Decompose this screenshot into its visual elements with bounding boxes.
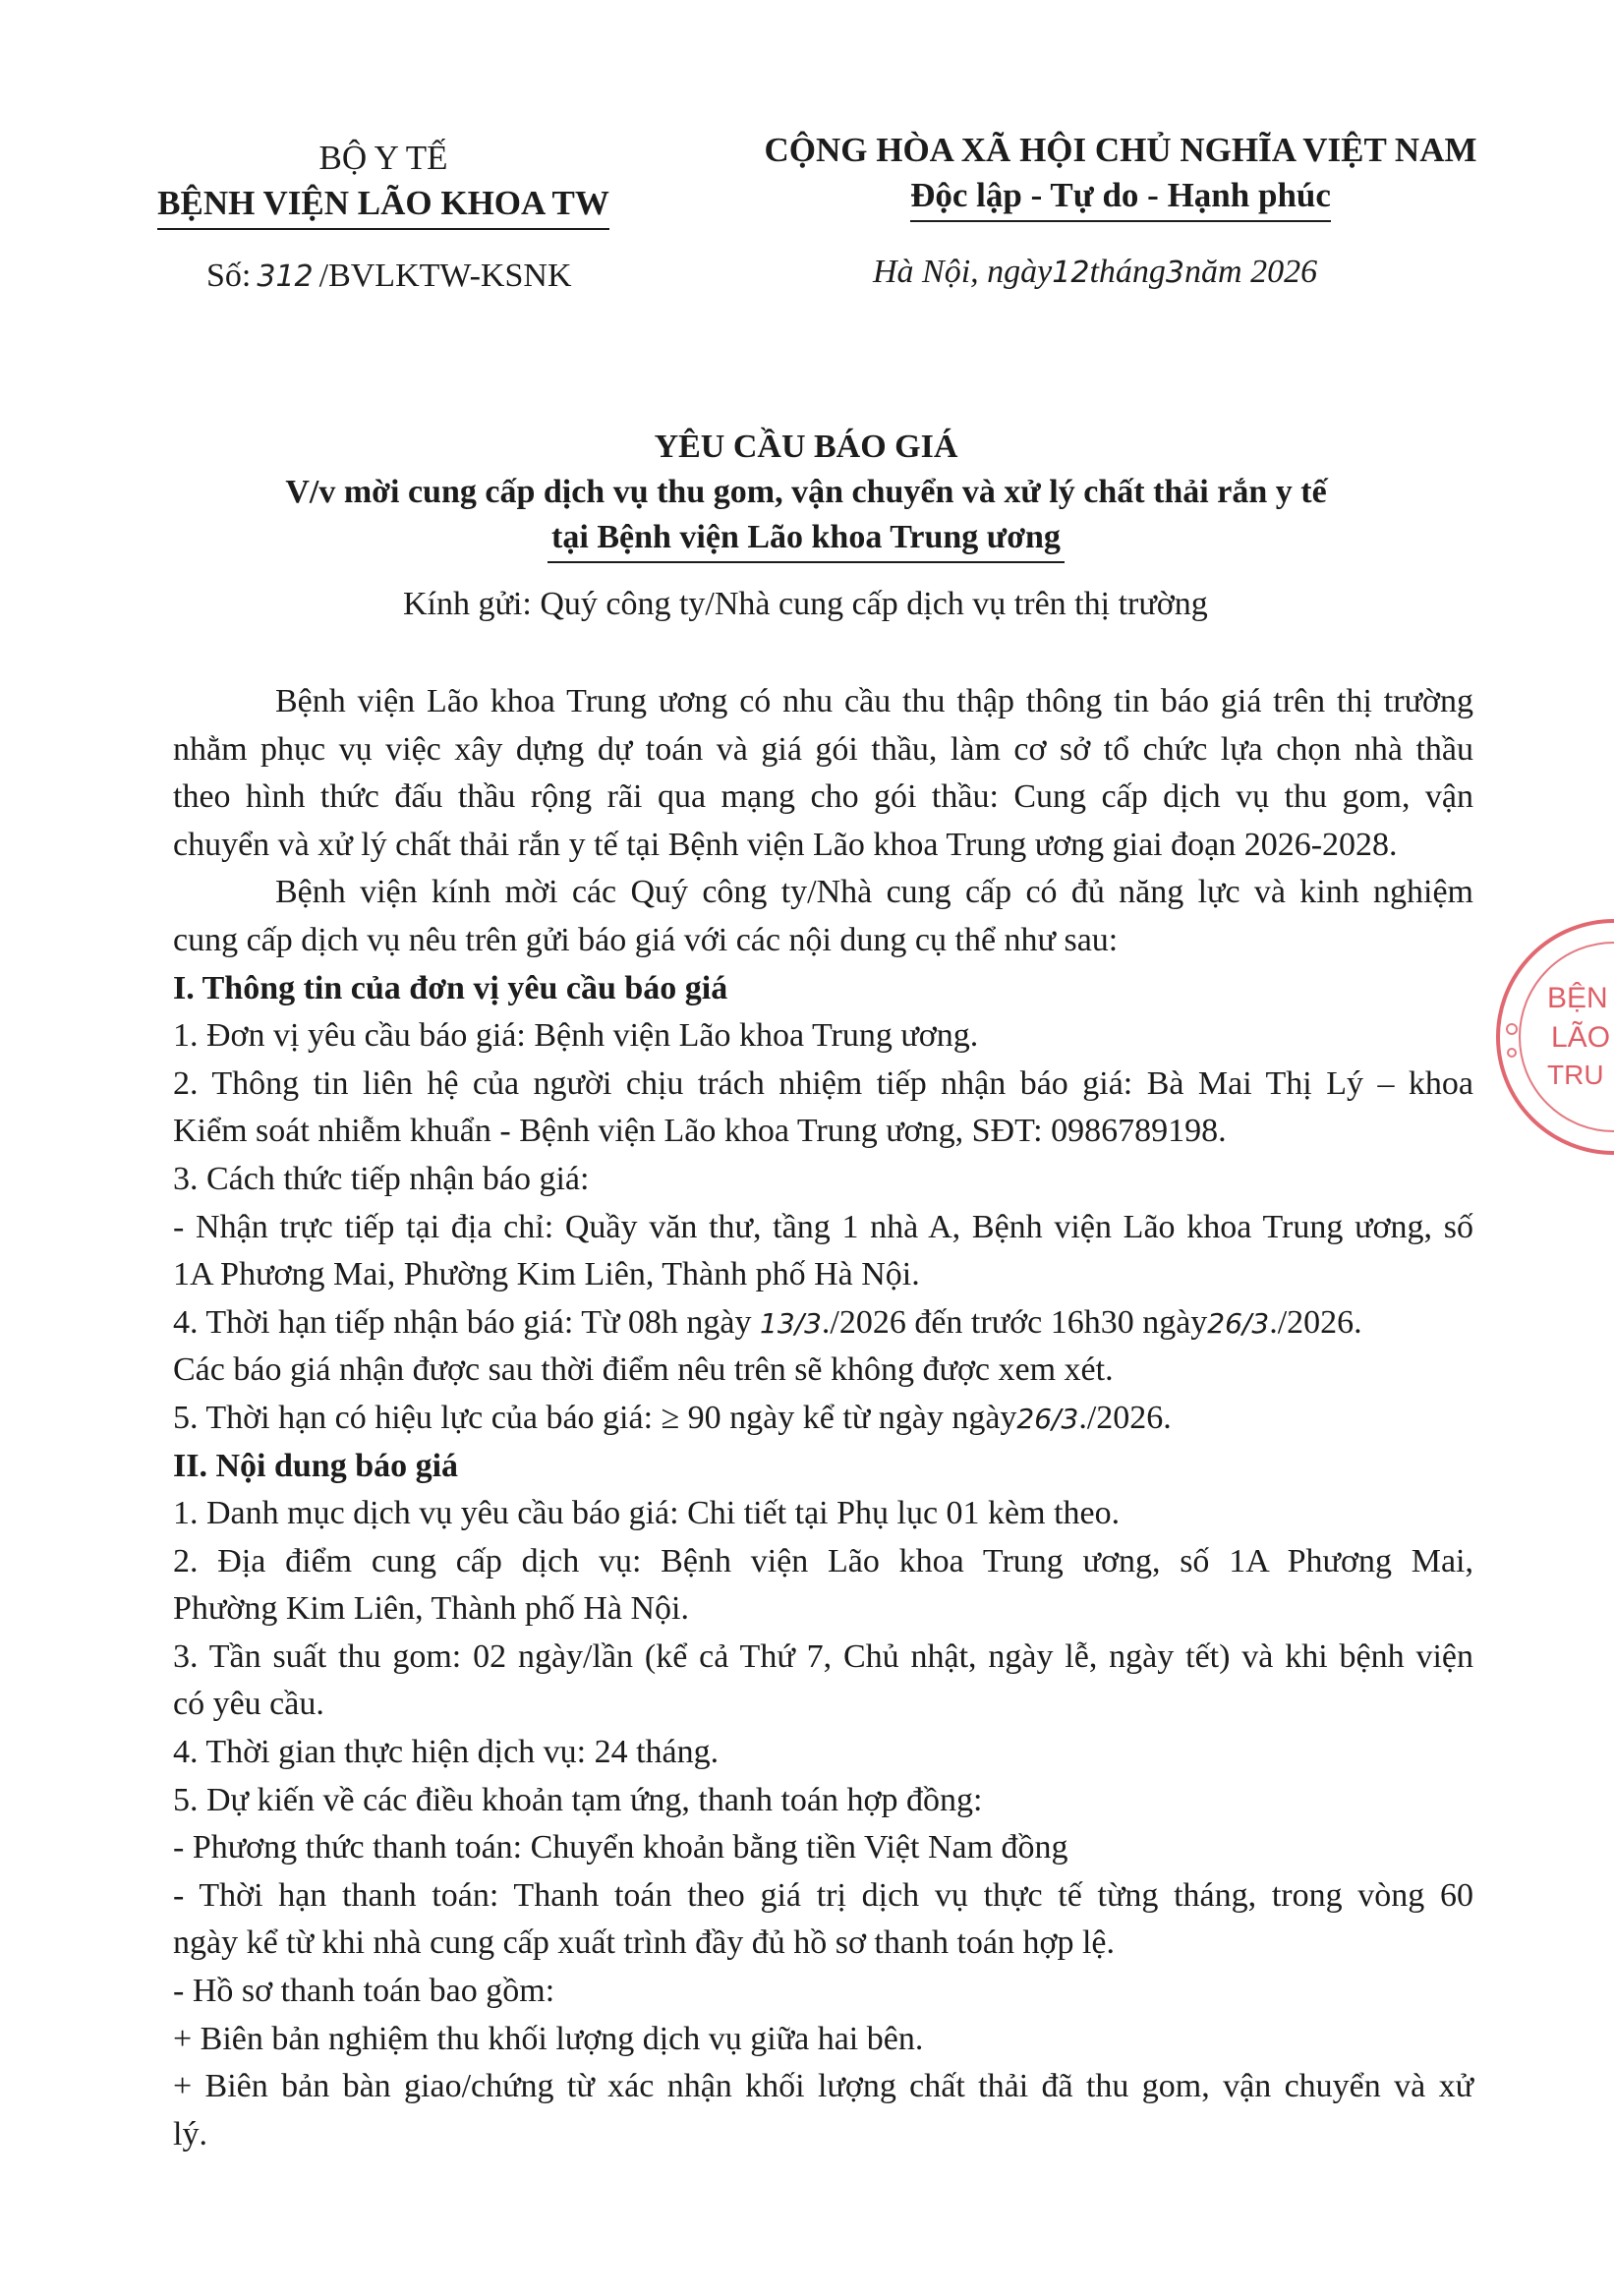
receipt-deadline-text: 4. Thời hạn tiếp nhận báo giá: Từ 08h ngày bbox=[173, 1303, 760, 1341]
list-item: 1. Danh mục dịch vụ yêu cầu báo giá: Chi tiết tại Phụ lục 01 kèm theo. bbox=[173, 1495, 1121, 1532]
list-item: - Phương thức thanh toán: Chuyển khoản bằng tiền Việt Nam đồng bbox=[173, 1829, 1068, 1866]
list-item: + Biên bản nghiệm thu khối lượng dịch vụ giữa hai bên. bbox=[173, 2020, 924, 2057]
list-item bbox=[173, 1395, 1473, 1443]
list-item-continued: Phường Kim Liên, Thành phố Hà Nội. bbox=[173, 1590, 689, 1628]
seal-text: BỆN bbox=[1547, 982, 1608, 1014]
list-item: - Hồ sơ thanh toán bao gồm: bbox=[173, 1973, 555, 2010]
national-motto: Độc lập - Tự do - Hạnh phúc bbox=[910, 173, 1331, 222]
document-date bbox=[873, 254, 1317, 291]
doc-no-suffix: /BVLKTW-KSNK bbox=[318, 258, 572, 294]
list-item: 2. Thông tin liên hệ của người chịu trách nhiệm tiếp nhận báo giá: Bà Mai Thị Lý – khoa bbox=[173, 1064, 1473, 1102]
seal-text: LÃO bbox=[1551, 1021, 1611, 1054]
section-heading-1: I. Thông tin của đơn vị yêu cầu báo giá bbox=[173, 969, 728, 1006]
issuer-block bbox=[118, 136, 649, 230]
seal-stamp bbox=[1486, 909, 1614, 1165]
document-subject-location: tại Bệnh viện Lão khoa Trung ương bbox=[548, 515, 1065, 563]
validity-text: ./2026. bbox=[1078, 1399, 1172, 1436]
paragraph-line: cung cấp dịch vụ nêu trên gửi báo giá với các nội dung cụ thể như sau: bbox=[173, 921, 1119, 958]
document-title: YÊU CẦU BÁO GIÁ bbox=[654, 429, 958, 465]
validity-text: 5. Thời hạn có hiệu lực của báo giá: ≥ 90 ngày kể từ ngày ngày bbox=[173, 1399, 1017, 1436]
list-item: 3. Cách thức tiếp nhận báo giá: bbox=[173, 1160, 590, 1197]
receipt-deadline-text: ./2026 đến trước 16h30 ngày bbox=[821, 1303, 1208, 1341]
list-item: - Thời hạn thanh toán: Thanh toán theo giá trị dịch vụ thực tế từng tháng, trong vòng 60 bbox=[173, 1876, 1473, 1914]
date-month-label: tháng bbox=[1089, 254, 1166, 290]
date-year: năm 2026 bbox=[1184, 254, 1318, 290]
list-item: 5. Dự kiến về các điều khoản tạm ứng, thanh toán hợp đồng: bbox=[173, 1781, 983, 1818]
paragraph-line: nhằm phục vụ việc xây dựng dự toán và giá gói thầu, làm cơ sở tổ chức lựa chọn nhà thầu bbox=[173, 730, 1473, 768]
seal-text: TRU bbox=[1547, 1060, 1604, 1090]
list-item: 4. Thời gian thực hiện dịch vụ: 24 tháng. bbox=[173, 1734, 720, 1771]
list-item-continued: 1A Phương Mai, Phường Kim Liên, Thành phố Hà Nội. bbox=[173, 1256, 920, 1293]
list-item: 1. Đơn vị yêu cầu báo giá: Bệnh viện Lão khoa Trung ương. bbox=[173, 1017, 979, 1055]
list-item: + Biên bản bàn giao/chứng từ xác nhận khối lượng chất thải đã thu gom, vận chuyển và xử bbox=[173, 2068, 1473, 2105]
doc-no-handwritten: 312 bbox=[257, 259, 314, 294]
ministry-name: BỘ Y TẾ bbox=[318, 139, 448, 177]
list-item: 3. Tần suất thu gom: 02 ngày/lần (kể cả Thứ 7, Chủ nhật, ngày lễ, ngày tết) và khi bệnh viện bbox=[173, 1637, 1473, 1675]
document-body bbox=[173, 678, 1473, 2158]
section-heading-2: II. Nội dung báo giá bbox=[173, 1447, 459, 1484]
date-prefix: Hà Nội, ngày bbox=[873, 254, 1053, 290]
national-header bbox=[708, 128, 1533, 222]
list-item-continued: có yêu cầu. bbox=[173, 1686, 324, 1723]
receipt-end-handwritten: 26/3 bbox=[1207, 1306, 1270, 1340]
date-day-handwritten: 12 bbox=[1052, 256, 1090, 290]
receipt-deadline-text: ./2026. bbox=[1269, 1303, 1362, 1341]
hospital-name: BỆNH VIỆN LÃO KHOA TW bbox=[157, 181, 609, 230]
doc-no-label: Số: bbox=[206, 258, 252, 294]
list-item-continued: Kiểm soát nhiễm khuẩn - Bệnh viện Lão khoa Trung ương, SĐT: 0986789198. bbox=[173, 1113, 1227, 1150]
paragraph-line: theo hình thức đấu thầu rộng rãi qua mạng cho gói thầu: Cung cấp dịch vụ thu gom, vận bbox=[173, 778, 1473, 816]
list-item-continued: Các báo giá nhận được sau thời điểm nêu trên sẽ không được xem xét. bbox=[173, 1351, 1114, 1389]
list-item-continued: lý. bbox=[173, 2115, 207, 2152]
date-month-handwritten: 3 bbox=[1165, 256, 1185, 290]
list-item: 2. Địa điểm cung cấp dịch vụ: Bệnh viện Lão khoa Trung ương, số 1A Phương Mai, bbox=[173, 1542, 1473, 1579]
list-item: - Nhận trực tiếp tại địa chỉ: Quầy văn thư, tầng 1 nhà A, Bệnh viện Lão khoa Trung ương, số bbox=[173, 1208, 1473, 1245]
paragraph-line: Bệnh viện kính mời các Quý công ty/Nhà cung cấp có đủ năng lực và kinh nghiệm bbox=[275, 874, 1473, 911]
list-item-continued: ngày kể từ khi nhà cung cấp xuất trình đầy đủ hồ sơ thanh toán hợp lệ. bbox=[173, 1924, 1116, 1962]
document-title-block bbox=[118, 425, 1494, 563]
paragraph-line: Bệnh viện Lão khoa Trung ương có nhu cầu thu thập thông tin báo giá trên thị trường bbox=[275, 683, 1473, 719]
receipt-start-handwritten: 13/3 bbox=[760, 1306, 822, 1340]
list-item bbox=[173, 1299, 1473, 1348]
recipient-line: Kính gửi: Quý công ty/Nhà cung cấp dịch vụ trên thị trường bbox=[403, 586, 1208, 622]
document-number bbox=[206, 258, 572, 295]
validity-date-handwritten: 26/3 bbox=[1016, 1402, 1079, 1435]
country-name: CỘNG HÒA XÃ HỘI CHỦ NGHĨA VIỆT NAM bbox=[764, 131, 1477, 169]
document-subject: V/v mời cung cấp dịch vụ thu gom, vận chuyển và xử lý chất thải rắn y tế bbox=[285, 474, 1327, 510]
paragraph-line: chuyển và xử lý chất thải rắn y tế tại Bệnh viện Lão khoa Trung ương giai đoạn 2026-2028. bbox=[173, 826, 1398, 863]
